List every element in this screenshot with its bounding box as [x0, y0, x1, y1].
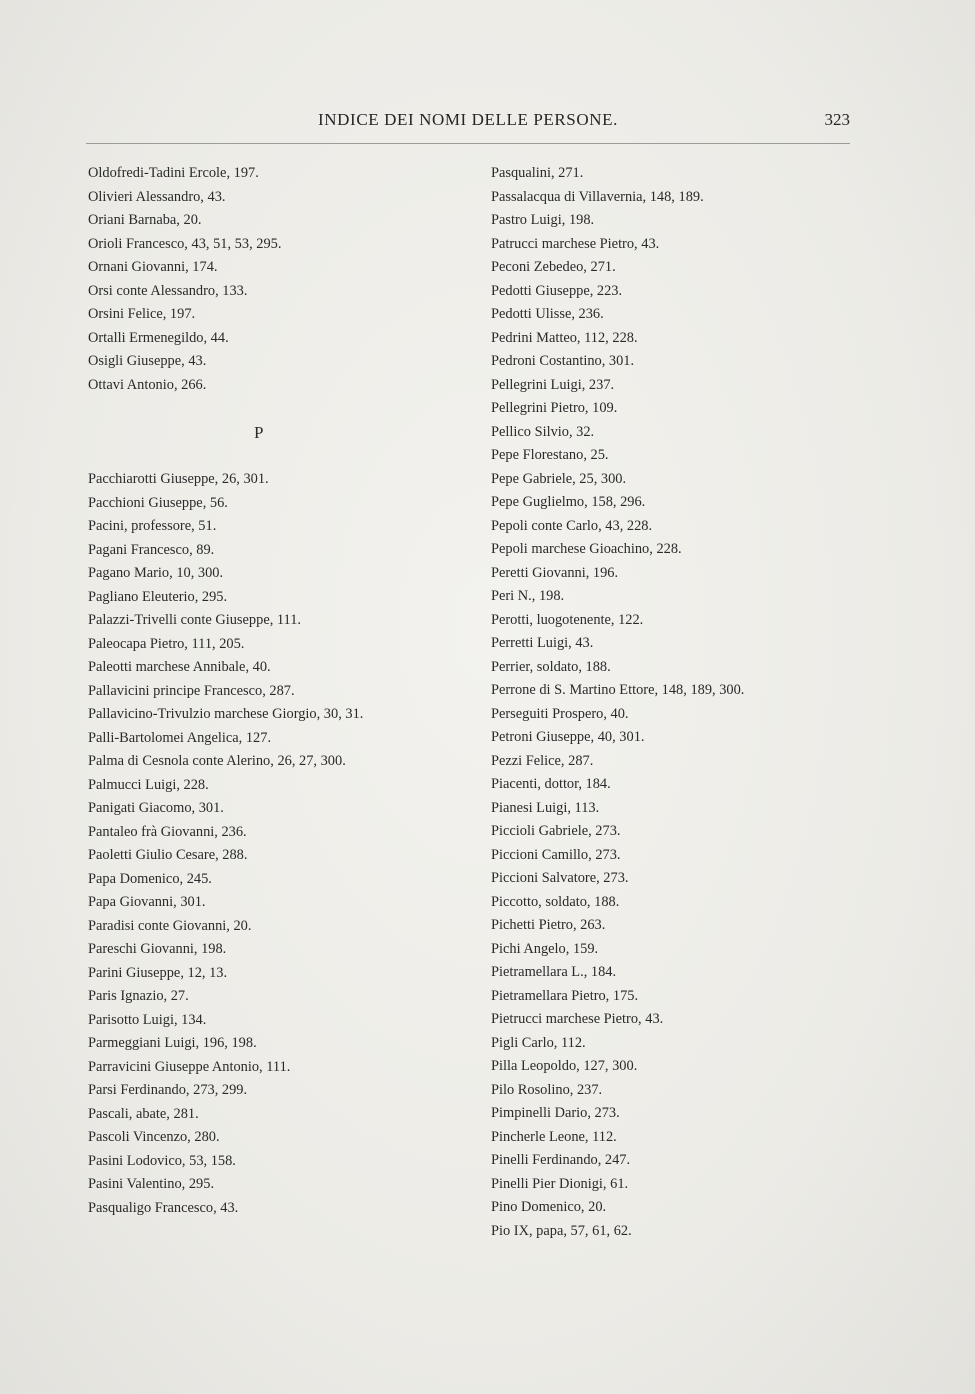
index-entry: Pallavicini principe Francesco, 287. — [88, 682, 295, 699]
index-entry: Pedotti Ulisse, 236. — [491, 306, 604, 322]
index-entry: Piccotto, soldato, 188. — [491, 893, 620, 910]
index-entry: Parsi Ferdinando, 273, 299. — [88, 1082, 248, 1098]
index-entry: Pepoli conte Carlo, 43, 228. — [491, 517, 653, 534]
index-entry: Pascoli Vincenzo, 280. — [88, 1129, 220, 1145]
index-entry: Pepe Gabriele, 25, 300. — [491, 470, 627, 487]
index-entry: Oldofredi-Tadini Ercole, 197. — [88, 165, 259, 181]
index-entry: Palmucci Luigi, 228. — [88, 776, 209, 793]
index-entry: Pino Domenico, 20. — [491, 1199, 607, 1215]
index-entry: Pagano Mario, 10, 300. — [88, 565, 224, 581]
running-title: INDICE DEI NOMI DELLE PERSONE. — [318, 110, 618, 129]
index-entry: Pagliano Eleuterio, 295. — [88, 588, 228, 605]
index-entry: Paris Ignazio, 27. — [88, 988, 189, 1004]
index-entry: Pietrucci marchese Pietro, 43. — [491, 1011, 664, 1027]
left-column — [88, 162, 478, 1220]
index-entry: Perrone di S. Martino Ettore, 148, 189, 300. — [491, 682, 745, 698]
index-entry: Peri N., 198. — [491, 588, 565, 604]
index-entry: Pellico Silvio, 32. — [491, 423, 595, 440]
index-entry: Perseguiti Prospero, 40. — [491, 705, 629, 722]
index-entry: Pasqualini, 271. — [491, 165, 584, 181]
index-entry: Ottavi Antonio, 266. — [88, 376, 207, 393]
index-entry: Paleocapa Pietro, 111, 205. — [88, 635, 245, 652]
index-entry: Parravicini Giuseppe Antonio, 111. — [88, 1058, 291, 1075]
index-entry: Patrucci marchese Pietro, 43. — [491, 235, 660, 252]
index-entry: Orsi conte Alessandro, 133. — [88, 282, 248, 299]
index-entry: Pepe Guglielmo, 158, 296. — [491, 494, 646, 510]
index-entry: Pacini, professore, 51. — [88, 518, 217, 534]
index-entry: Pepoli marchese Gioachino, 228. — [491, 541, 682, 557]
index-entry: Pilo Rosolino, 237. — [491, 1081, 603, 1098]
index-entry: Pacchiarotti Giuseppe, 26, 301. — [88, 471, 269, 487]
index-entry: Osigli Giuseppe, 43. — [88, 353, 207, 369]
index-entry: Pepe Florestano, 25. — [491, 447, 609, 463]
index-entry: Pichi Angelo, 159. — [491, 940, 599, 957]
page-number: 323 — [824, 110, 850, 129]
index-entry: Pedotti Giuseppe, 223. — [491, 282, 623, 299]
index-entry: Pinelli Ferdinando, 247. — [491, 1152, 631, 1168]
index-entry: Pio IX, papa, 57, 61, 62. — [491, 1222, 632, 1239]
index-entry: Pedrini Matteo, 112, 228. — [491, 329, 638, 346]
index-entry: Orsini Felice, 197. — [88, 306, 196, 322]
index-entry: Papa Domenico, 245. — [88, 870, 212, 887]
index-entry: Perotti, luogotenente, 122. — [491, 611, 644, 628]
index-entry: Pimpinelli Dario, 273. — [491, 1105, 620, 1121]
index-entry: Pichetti Pietro, 263. — [491, 917, 606, 933]
index-entry: Pinelli Pier Dionigi, 61. — [491, 1175, 629, 1192]
index-entry: Pedroni Costantino, 301. — [491, 353, 635, 369]
index-entry: Pianesi Luigi, 113. — [491, 799, 600, 816]
index-entry: Paleotti marchese Annibale, 40. — [88, 659, 271, 675]
index-entry: Pastro Luigi, 198. — [491, 212, 595, 228]
index-entry: Papa Giovanni, 301. — [88, 894, 206, 910]
index-entry: Pellegrini Luigi, 237. — [491, 376, 615, 393]
index-entry: Parini Giuseppe, 12, 13. — [88, 964, 228, 981]
index-entry: Perrier, soldato, 188. — [491, 658, 611, 675]
index-entry: Pigli Carlo, 112. — [491, 1034, 586, 1051]
index-entry: Paradisi conte Giovanni, 20. — [88, 917, 252, 934]
page-header — [86, 110, 850, 132]
index-entry: Pareschi Giovanni, 198. — [88, 941, 227, 957]
header-rule — [86, 143, 850, 144]
index-entry: Olivieri Alessandro, 43. — [88, 188, 226, 205]
index-entry: Pietramellara L., 184. — [491, 964, 617, 980]
index-entry: Parmeggiani Luigi, 196, 198. — [88, 1035, 257, 1051]
index-entry: Peconi Zebedeo, 271. — [491, 259, 616, 275]
index-entry: Oriani Barnaba, 20. — [88, 212, 202, 228]
index-entry: Perretti Luigi, 43. — [491, 635, 594, 651]
index-entry: Peretti Giovanni, 196. — [491, 564, 619, 581]
index-entry: Pagani Francesco, 89. — [88, 541, 215, 558]
right-column — [491, 162, 861, 1243]
index-entry: Piccioni Salvatore, 273. — [491, 870, 629, 886]
index-entry: Panigati Giacomo, 301. — [88, 800, 224, 816]
index-entry: Palma di Cesnola conte Alerino, 26, 27, 300. — [88, 753, 346, 769]
index-entry: Pacchioni Giuseppe, 56. — [88, 494, 228, 511]
index-entry: Pincherle Leone, 112. — [491, 1128, 617, 1145]
index-entry: Orioli Francesco, 43, 51, 53, 295. — [88, 235, 282, 252]
index-entry: Pallavicino-Trivulzio marchese Giorgio, 30, 31. — [88, 706, 364, 722]
index-entry: Paoletti Giulio Cesare, 288. — [88, 847, 248, 863]
index-entry: Pasqualigo Francesco, 43. — [88, 1199, 239, 1216]
index-entry: Pasini Lodovico, 53, 158. — [88, 1152, 236, 1169]
index-entry: Petroni Giuseppe, 40, 301. — [491, 729, 645, 745]
index-entry: Pezzi Felice, 287. — [491, 752, 594, 769]
section-letter: P — [254, 423, 264, 442]
index-entry: Palazzi-Trivelli conte Giuseppe, 111. — [88, 612, 302, 628]
index-entry: Piccioli Gabriele, 273. — [491, 823, 621, 839]
index-entry: Pellegrini Pietro, 109. — [491, 400, 618, 416]
index-entry: Pantaleo frà Giovanni, 236. — [88, 823, 247, 840]
index-entry: Piacenti, dottor, 184. — [491, 776, 611, 792]
index-entry: Passalacqua di Villavernia, 148, 189. — [491, 188, 704, 205]
index-entry: Ornani Giovanni, 174. — [88, 259, 218, 275]
index-entry: Pilla Leopoldo, 127, 300. — [491, 1058, 638, 1074]
index-entry: Piccioni Camillo, 273. — [491, 846, 621, 863]
index-entry: Ortalli Ermenegildo, 44. — [88, 329, 229, 346]
index-entry: Pascali, abate, 281. — [88, 1105, 199, 1122]
index-entry: Parisotto Luigi, 134. — [88, 1011, 207, 1028]
index-entry: Pasini Valentino, 295. — [88, 1176, 215, 1192]
index-entry: Palli-Bartolomei Angelica, 127. — [88, 729, 272, 746]
index-entry: Pietramellara Pietro, 175. — [491, 987, 639, 1004]
